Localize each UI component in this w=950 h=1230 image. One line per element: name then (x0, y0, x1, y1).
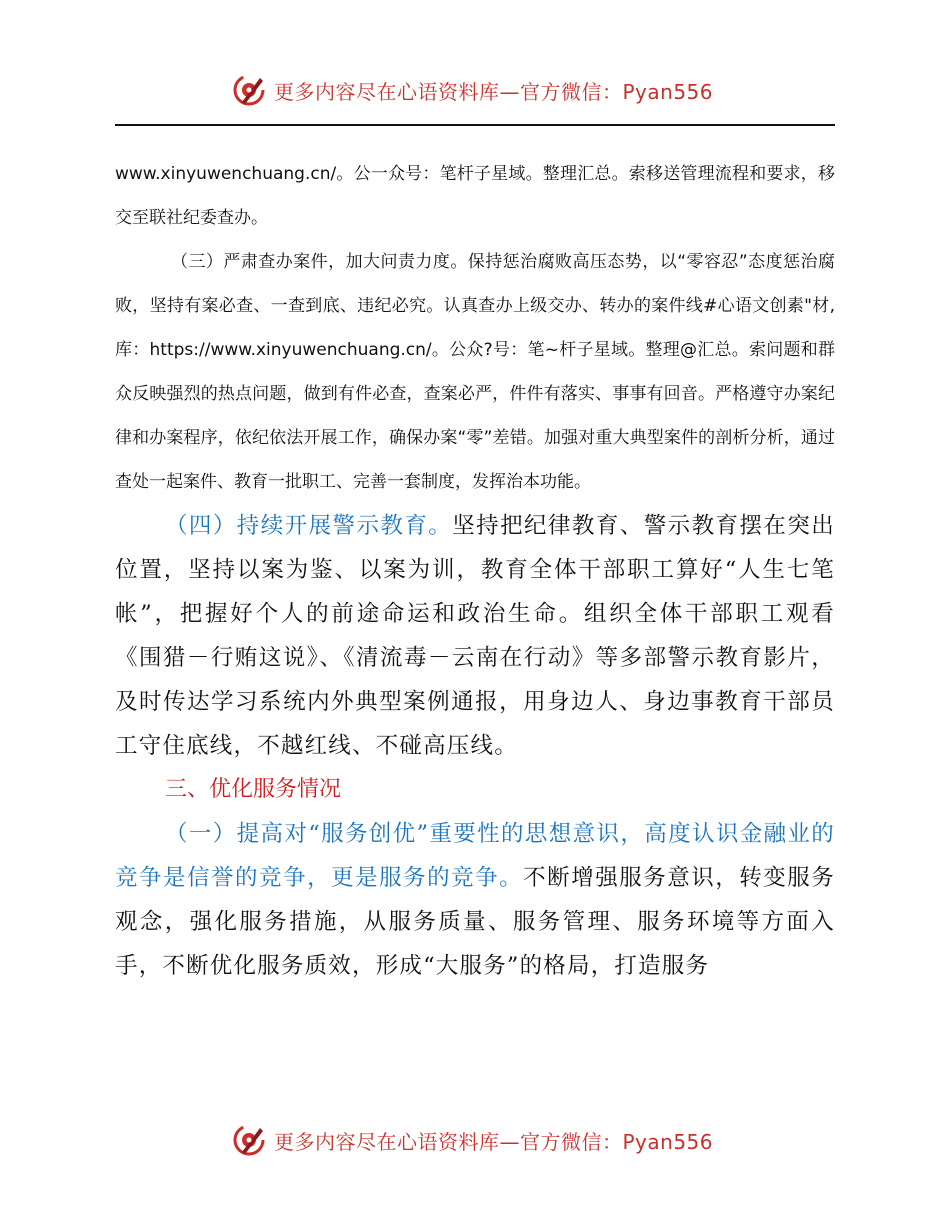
banner-text: 更多内容尽在心语资料库—官方微信：Pyan556 (274, 1129, 714, 1154)
paragraph-2: （三）严肃查办案件，加大问责力度。保持惩治腐败高压态势，以“零容忍”态度惩治腐败，坚持有案必查、一查到底、违纪必究。认真查办上级交办、转办的案件线#心语文创素"材,库：https://www.xinyuwenchuang.cn/。公众?号：笔~杆子星域。整理@汇总。索问题和群众反映强烈的热点问题，做到有件必查，查案必严，件件有落实、事事有回音。严格遵守办案纪律和办案程序，依纪依法开展工作，确保办案“零”差错。加强对重大典型案件的剖析分析，通过查处一起案件、教育一批职工、完善一套制度，发挥治本功能。 (115, 252, 835, 492)
paragraph-3 (115, 504, 835, 768)
pen-logo-icon (232, 1122, 268, 1158)
paragraph-1: www.xinyuwenchuang.cn/。公一众号：笔杆子星域。整理汇总。索移送管理流程和要求，移交至联社纪委查办。 (115, 164, 835, 228)
paragraph-3-body: 坚持把纪律教育、警示教育摆在突出位置，坚持以案为鉴、以案为训，教育全体干部职工算好“人生七笔帐”，把握好个人的前途命运和政治生命。组织全体干部职工观看《围猎－行贿这说》、《清流毒－云南在行动》等多部警示教育影片，及时传达学习系统内外典型案例通报，用身边人、身边事教育干部员工守住底线，不越红线、不碰高压线。 (115, 513, 836, 759)
page-content (115, 152, 835, 988)
banner-text: 更多内容尽在心语资料库—官方微信：Pyan556 (274, 79, 714, 104)
paragraph-4-body: 不断增强服务意识，转变服务观念，强化服务措施，从服务质量、服务管理、服务环境等方面入手，不断优化服务质效，形成“大服务”的格局，打造服务 (115, 865, 835, 979)
section-heading: 三、优化服务情况 (165, 777, 342, 802)
header-banner (232, 70, 713, 110)
header-rule (115, 124, 835, 126)
footer-banner (232, 1120, 713, 1160)
paragraph-4 (115, 812, 835, 988)
paragraph-4-lead: （一）提高对“服务创优”重要性的思想意识，高度认识金融业的竞争是信誉的竞争，更是服务的竞争。 (115, 821, 835, 891)
pen-logo-icon (232, 72, 268, 108)
paragraph-3-lead: （四）持续开展警示教育。 (165, 513, 453, 539)
